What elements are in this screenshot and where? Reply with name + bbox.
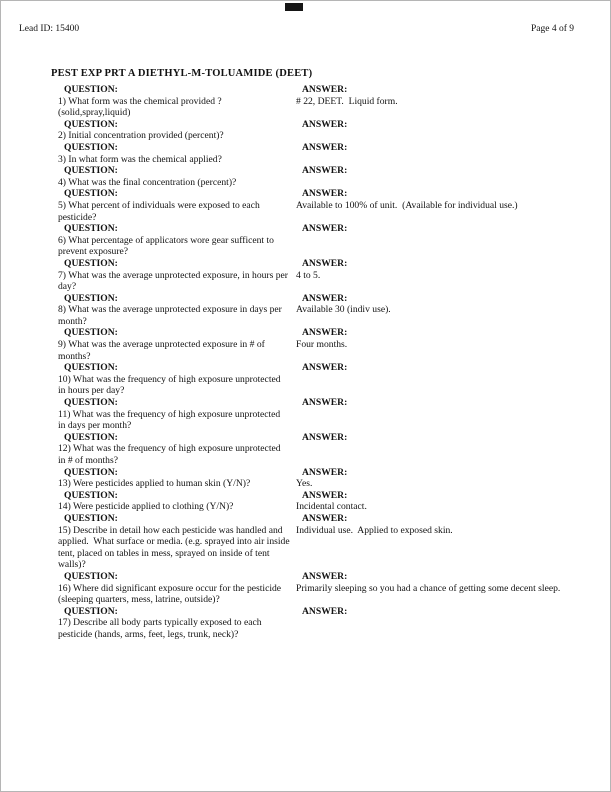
qa-row xyxy=(58,142,580,165)
question-text: 9) What was the average unprotected exposure in # of months? xyxy=(58,339,268,362)
question-text: 10) What was the frequency of high exposure unprotected in hours per day? xyxy=(58,373,283,397)
question-block xyxy=(58,467,296,490)
answer-text: 4 to 5. xyxy=(296,269,321,281)
question-text: 6) What percentage of applicators wore gear sufficent to prevent exposure? xyxy=(58,234,277,258)
answer-text: Incidental contact. xyxy=(296,501,367,513)
document-title: PEST EXP PRT A DIETHYL-M-TOLUAMIDE (DEET) xyxy=(51,68,313,79)
question-text: 5) What percent of individuals were exposed to each pesticide? xyxy=(58,199,263,223)
question-block xyxy=(58,223,296,258)
question-text: 11) What was the frequency of high exposure unprotected in days per month? xyxy=(58,408,283,432)
answer-label: ANSWER: xyxy=(302,84,348,95)
qa-row xyxy=(58,513,580,571)
question-label: QUESTION: xyxy=(64,489,118,501)
answer-block xyxy=(296,142,580,165)
question-text: 3) In what form was the chemical applied? xyxy=(58,153,222,165)
question-block xyxy=(58,397,296,432)
question-label: QUESTION: xyxy=(64,292,118,304)
page-header xyxy=(1,1,610,35)
qa-row xyxy=(58,362,580,397)
question-text: 17) Describe all body parts typically exposed to each pesticide (hands, arms, feet, legs, trunk, neck)? xyxy=(58,617,264,640)
question-text: 14) Were pesticide applied to clothing (Y/N)? xyxy=(58,501,234,513)
question-text: 12) What was the frequency of high exposure unprotected in # of months? xyxy=(58,443,283,466)
question-block xyxy=(58,432,296,467)
question-label: QUESTION: xyxy=(64,431,118,443)
question-block xyxy=(58,362,296,397)
answer-label: ANSWER: xyxy=(302,223,348,235)
qa-row xyxy=(58,84,580,119)
question-block xyxy=(58,258,296,293)
answer-text: Available 30 (indiv use). xyxy=(296,304,391,316)
question-text: 13) Were pesticides applied to human skin (Y/N)? xyxy=(58,478,251,490)
answer-text: Available to 100% of unit. (Available for individual use.) xyxy=(296,199,518,211)
qa-row xyxy=(58,165,580,188)
question-label: QUESTION: xyxy=(64,84,118,95)
question-label: QUESTION: xyxy=(64,570,118,582)
qa-row xyxy=(58,293,580,328)
answer-block xyxy=(296,362,580,397)
answer-block xyxy=(296,293,580,328)
answer-label: ANSWER: xyxy=(302,292,348,304)
answer-label: ANSWER: xyxy=(302,570,348,582)
answer-block xyxy=(296,223,580,258)
question-block xyxy=(58,327,296,362)
question-label: QUESTION: xyxy=(64,223,118,235)
answer-label: ANSWER: xyxy=(302,397,348,409)
question-text: 7) What was the average unprotected exposure, in hours per day? xyxy=(58,269,291,293)
answer-block xyxy=(296,188,580,223)
answer-label: ANSWER: xyxy=(302,118,348,130)
question-label: QUESTION: xyxy=(64,118,118,130)
answer-label: ANSWER: xyxy=(302,188,348,200)
question-block xyxy=(58,119,296,142)
question-block xyxy=(58,84,296,119)
question-block xyxy=(58,606,296,641)
answer-block xyxy=(296,513,580,571)
qa-row xyxy=(58,327,580,362)
question-label: QUESTION: xyxy=(64,327,118,339)
question-block xyxy=(58,293,296,328)
question-label: QUESTION: xyxy=(64,397,118,409)
qa-row xyxy=(58,467,580,490)
qa-row xyxy=(58,397,580,432)
question-text: 8) What was the average unprotected exposure in days per month? xyxy=(58,304,285,327)
question-block xyxy=(58,165,296,188)
question-block xyxy=(58,188,296,223)
answer-label: ANSWER: xyxy=(302,327,348,339)
answer-label: ANSWER: xyxy=(302,431,348,443)
question-block xyxy=(58,142,296,165)
answer-block xyxy=(296,258,580,293)
question-label: QUESTION: xyxy=(64,362,118,374)
question-text: 2) Initial concentration provided (percent)? xyxy=(58,130,224,142)
answer-block xyxy=(296,165,580,188)
qa-row xyxy=(58,223,580,258)
qa-row xyxy=(58,490,580,513)
answer-label: ANSWER: xyxy=(302,605,348,617)
answer-block xyxy=(296,432,580,467)
scan-artifact-mark xyxy=(285,3,303,11)
answer-label: ANSWER: xyxy=(302,362,348,374)
answer-block xyxy=(296,467,580,490)
qa-row xyxy=(58,188,580,223)
question-label: QUESTION: xyxy=(64,512,118,524)
qa-row xyxy=(58,432,580,467)
qa-row xyxy=(58,119,580,142)
answer-block xyxy=(296,397,580,432)
answer-block xyxy=(296,571,580,606)
question-label: QUESTION: xyxy=(64,466,118,478)
answer-text: Individual use. Applied to exposed skin. xyxy=(296,524,453,536)
answer-label: ANSWER: xyxy=(302,165,348,177)
answer-label: ANSWER: xyxy=(302,141,348,153)
qa-row xyxy=(58,258,580,293)
answer-text: Four months. xyxy=(296,339,348,351)
question-label: QUESTION: xyxy=(64,605,118,617)
qa-row xyxy=(58,606,580,641)
question-label: QUESTION: xyxy=(64,188,118,200)
qa-row xyxy=(58,571,580,606)
answer-label: ANSWER: xyxy=(302,466,348,478)
lead-id: Lead ID: 15400 xyxy=(19,24,80,34)
answer-label: ANSWER: xyxy=(302,257,348,269)
answer-block xyxy=(296,84,580,119)
question-text: 4) What was the final concentration (percent)? xyxy=(58,176,237,188)
question-label: QUESTION: xyxy=(64,257,118,269)
answer-label: ANSWER: xyxy=(302,489,348,501)
question-block xyxy=(58,513,296,571)
qa-list xyxy=(58,84,580,641)
question-text: 16) Where did significant exposure occur for the pesticide (sleeping quarters, mess, latrine, outside)? xyxy=(58,582,284,606)
answer-text: # 22, DEET. Liquid form. xyxy=(296,95,398,107)
question-label: QUESTION: xyxy=(64,141,118,153)
answer-block xyxy=(296,327,580,362)
question-block xyxy=(58,571,296,606)
question-block xyxy=(58,490,296,513)
answer-block xyxy=(296,490,580,513)
page-number: Page 4 of 9 xyxy=(530,24,574,34)
answer-block xyxy=(296,606,580,641)
answer-block xyxy=(296,119,580,142)
question-label: QUESTION: xyxy=(64,165,118,177)
question-text: 15) Describe in detail how each pesticide was handled and applied. What surface or media. (e.g. sprayed into air inside tent, placed on tables in mess, sprayed on inside of tent walls)? xyxy=(58,524,292,571)
answer-label: ANSWER: xyxy=(302,512,348,524)
answer-text: Primarily sleeping so you had a chance of getting some decent sleep. xyxy=(296,582,561,594)
question-text: 1) What form was the chemical provided ?(solid,spray,liquid) xyxy=(58,95,222,119)
answer-text: Yes. xyxy=(296,478,313,490)
